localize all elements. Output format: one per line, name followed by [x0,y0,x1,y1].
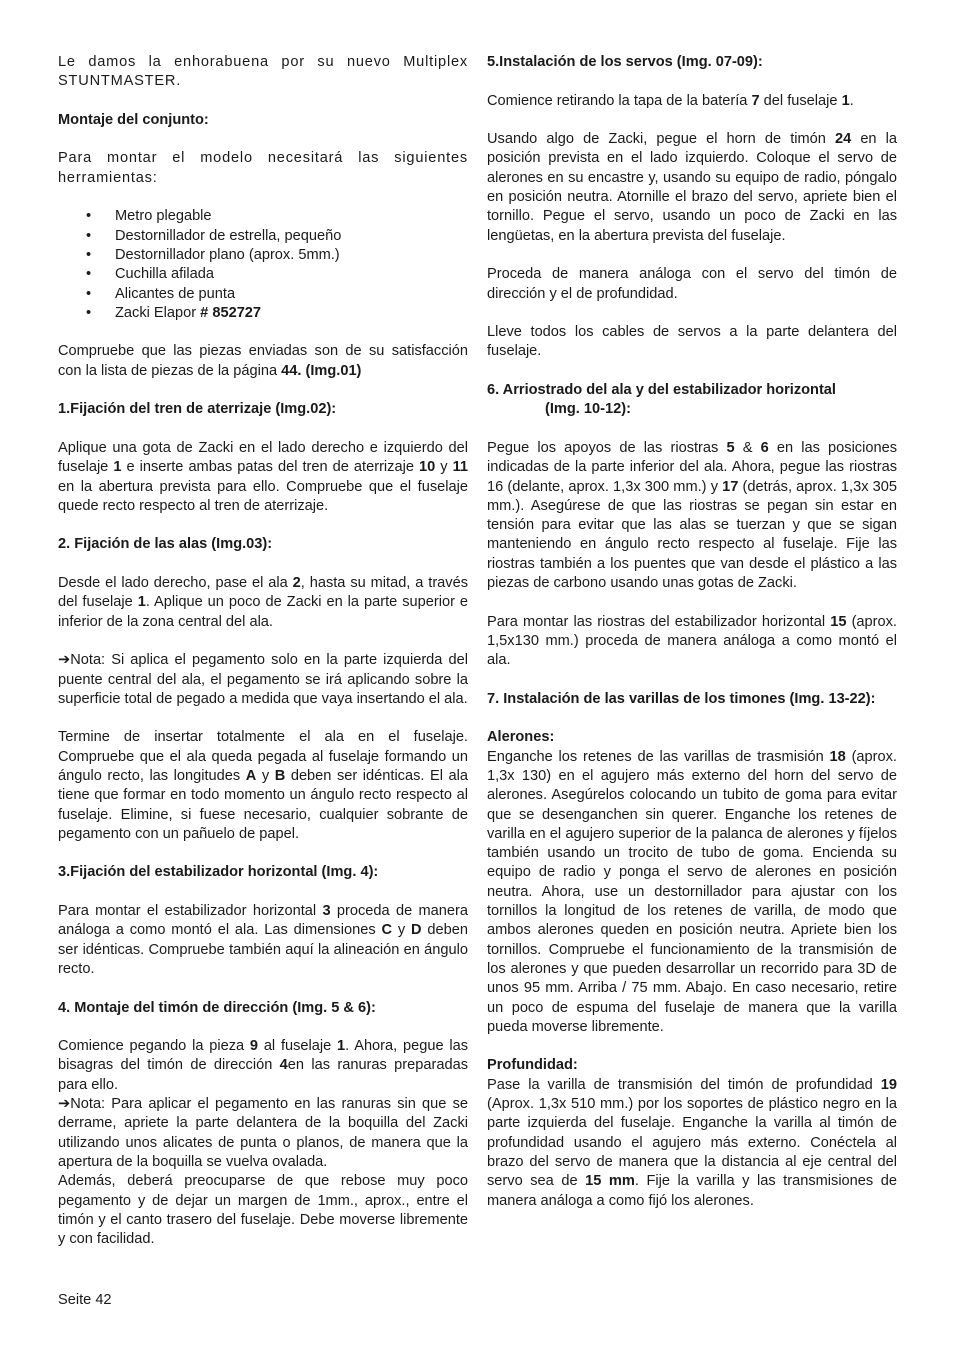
bullet-icon: • [86,304,92,321]
section-2-heading: 2. Fijación de las alas (Img.03): [58,536,273,553]
alerones-heading: Alerones: [487,729,555,746]
section-5-text-2: Usando algo de Zacki, pegue el horn de timón 24 en la posición prevista en el lado izquierdo. Coloque el servo de alerones en su encastre y, usando su equipo de radio, póngalo en posición neutra. Atornille el brazo del servo, apriete bien el tornillo. Pegue el servo, usando un poco de Zacki en las lengüetas, en la abertura prevista del fuselaje. [487,131,898,244]
bullet-icon: • [86,266,92,283]
tool-item: • Cuchilla afilada [86,265,468,284]
tool-item: • Alicantes de punta [86,285,468,304]
section-4-text: Comience pegando la pieza 9 al fuselaje 1. Ahora, pegue las bisagras del timón de dirección 4en las ranuras preparadas para ello. [58,1038,469,1093]
tool-item: • Destornillador de estrella, pequeño [86,227,468,246]
section-1-text: Aplique una gota de Zacki en el lado derecho e izquierdo del fuselaje 1 e inserte ambas patas del tren de aterrizaje 10 y 11 en la abertura prevista para ello. Compruebe que el fuselaje quede recto respecto al tren de aterrizaje. [58,439,469,514]
tools-list [58,207,468,323]
section-1-heading: 1.Fijación del tren de aterrizaje (Img.02): [58,401,337,418]
section-5-heading: 5.Instalación de los servos (Img. 07-09): [487,54,763,70]
page-number: Seite 42 [58,1292,112,1308]
section-6-text-1: Pegue los apoyos de las riostras 5 & 6 en las posiciones indicadas de la parte inferior del ala. Ahora, pegue las riostras 16 (delante, aprox. 1,3x 300 mm.) y 17 (detrás, aprox. 1,3x 305 mm.). Asegúrese de que las riostras se pegan sin estar en tensión para evitar que las alas se tuerzan y que se sigan manteniendo en ángulo recto respecto al fuselaje. Fije las riostras también a los puentes que van desde el plástico a las piezas de carbono usando unas gotas de Zacki. [487,439,897,592]
tool-item: • Zacki Elapor # 852727 [86,304,468,323]
section-6-text-2: Para montar las riostras del estabilizador horizontal 15 (aprox. 1,5x130 mm.) proceda de manera análoga a como montó el ala. [487,613,897,669]
tools-intro: Para montar el modelo necesitará las siguientes herramientas: [58,150,468,186]
bullet-icon: • [86,285,92,302]
tool-item: • Destornillador plano (aprox. 5mm.) [86,246,468,265]
section-6-heading: 6. Arriostrado del ala y del estabilizador horizontal (Img. 10-12): [487,382,836,418]
section-2-text: Desde el lado derecho, pase el ala 2, hasta su mitad, a través del fuselaje 1. Aplique un poco de Zacki en la parte superior e inferior de la zona central del ala. [58,575,469,630]
profundidad-text: Pase la varilla de transmisión del timón de profundidad 19 (Aprox. 1,3x 510 mm.) por los soportes de plástico negro en la parte izquierda del fuselaje. Enganche la varilla al timón de profundidad usando el agujero más externo. Conéctela al brazo del servo de manera que la distancia al eje central del servo sea de 15 mm. Fije la varilla y las transmisiones de manera análoga a como fijó los alerones. [487,1076,897,1209]
right-column [487,53,897,1230]
section-4-text-2: Además, deberá preocuparse de que rebose muy poco pegamento y de dejar un margen de 1mm., aprox., entre el timón y el canto trasero del fuselaje. Debe moverse libremente y con facilidad. [58,1173,468,1248]
intro-paragraph: Le damos la enhorabuena por su nuevo Multiplex STUNTMASTER. [58,54,468,90]
section-2-text-2: Termine de insertar totalmente el ala en el fuselaje. Compruebe que el ala queda pegada al fuselaje formando un ángulo recto, las longitudes A y B deben ser idénticas. El ala tiene que formar en todo momento un ángulo recto respecto al fuselaje. Elimine, si fuese necesario, cualquier sobrante de pegamento con un pañuelo de papel. [58,729,469,842]
bullet-icon: • [86,227,92,244]
section-5-text-1: Comience retirando la tapa de la batería 7 del fuselaje 1. [487,92,854,109]
bullet-icon: • [86,246,92,263]
section-5-text-4: Lleve todos los cables de servos a la parte delantera del fuselaje. [487,324,897,360]
section-5-text-3: Proceda de manera análoga con el servo del timón de dirección y el de profundidad. [487,266,897,302]
section-3-heading: 3.Fijación del estabilizador horizontal (Img. 4): [58,864,379,881]
section-7-heading: 7. Instalación de las varillas de los timones (Img. 13-22): [487,690,876,707]
tool-item: • Metro plegable [86,207,468,226]
section-2-note: ➔Nota: Si aplica el pegamento solo en la parte izquierda del puente central del ala, el pegamento se irá aplicando sobre la superficie total de pegado a medida que vaya insertando el ala. [58,652,468,707]
montaje-heading: Montaje del conjunto: [58,111,209,128]
alerones-text: Enganche los retenes de las varillas de trasmisión 18 (aprox. 1,3x 130) en el agujero más externo del horn del servo de alerones. Asegúrelos colocando un tubito de goma para evitar que se desenganchen sin querer. Enganche los retenes de varilla en el agujero superior de la palanca de alerones y fíjelos también usando un trocito de tubo de goma. Encienda su equipo de radio y ponga el servo de alerones en posición neutra. Ahora, use un destornillador para ajustar con los tornillos la longitud de los retenes de varilla, de modo que ambos alerones queden en posición neutra. Apriete bien los tornillos. Compruebe el funcionamiento de la transmisión de los alerones y que pueden desarrollar un recorrido para 3D de unos 95 mm. Arriba / 75 mm. Abajo. En caso necesario, retire un poco de espuma del fuselaje de manera que la varilla pueda moverse libremente. [487,748,897,1035]
left-column [58,53,468,1249]
bullet-icon: • [86,208,92,225]
profundidad-heading: Profundidad: [487,1057,578,1074]
section-3-text: Para montar el estabilizador horizontal 3 proceda de manera análoga a como montó el ala. Las dimensiones C y D deben ser idénticas. Compruebe también aquí la alineación en ángulo recto. [58,903,468,977]
section-4-heading: 4. Montaje del timón de dirección (Img. 5 & 6): [58,999,376,1016]
parts-check-paragraph: Compruebe que las piezas enviadas son de su satisfacción con la lista de piezas de la página 44. (Img.01) [58,343,468,379]
section-4-note: ➔Nota: Para aplicar el pegamento en las ranuras sin que se derrame, apriete la parte delantera de la boquilla del Zacki utilizando unos alicates de punta o planos, de manera que la apertura de la boquilla se vuelva ovalada. [58,1096,468,1170]
